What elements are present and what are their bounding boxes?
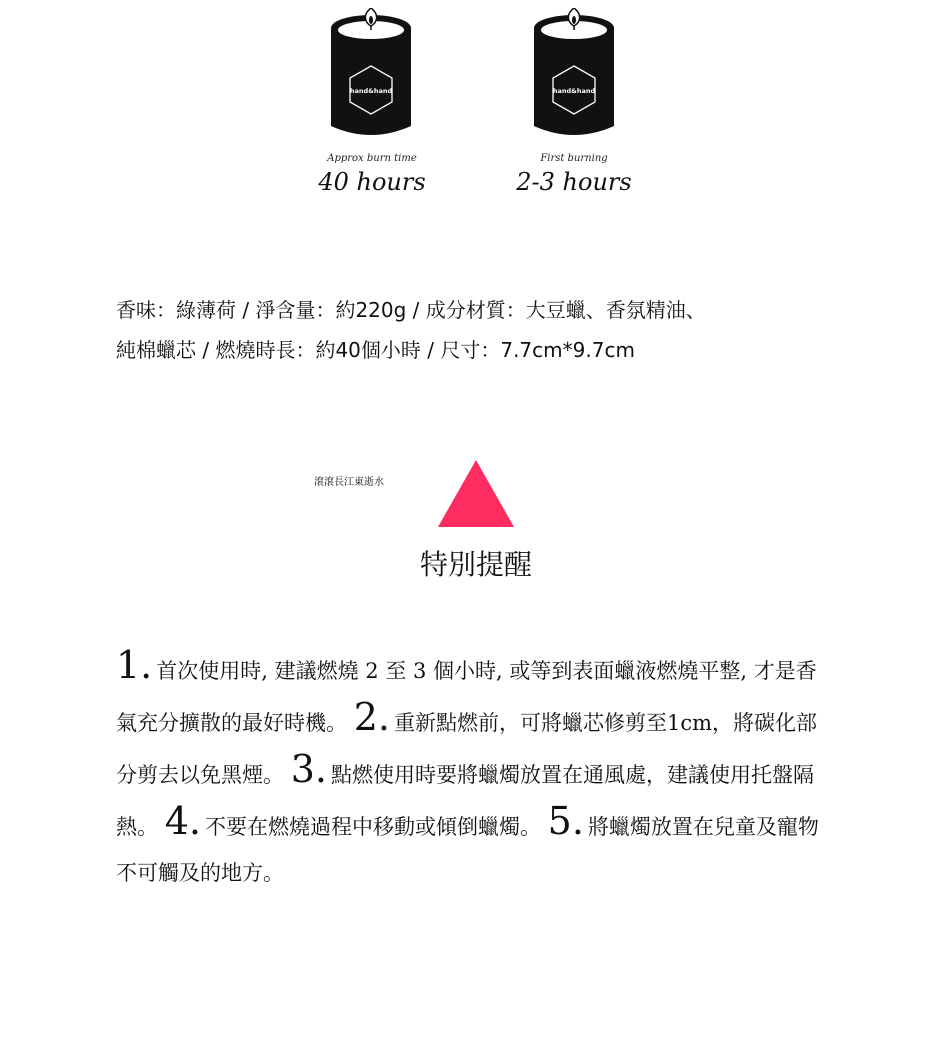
tip-text: 不要在燃燒過程中移動或傾倒蠟燭。 xyxy=(204,815,541,839)
candle-illustration xyxy=(532,8,616,140)
burn-time-stat xyxy=(292,152,452,196)
tip-text: 點燃使用時要將蠟燭放置在通風處，建議使用托盤隔熱。 xyxy=(116,763,814,839)
tip-number: 3. xyxy=(290,747,327,791)
specs-line: 純棉蠟芯 / 燃燒時長：約40個小時 / 尺寸：7.7cm*9.7cm xyxy=(116,338,635,362)
first-burning-stat xyxy=(494,152,654,196)
notice-title: 特別提醒 xyxy=(419,548,532,581)
stat-label: First burning xyxy=(540,153,608,164)
specs-line: 香味：綠薄荷 / 淨含量：約220g / 成分材質：大豆蠟、香氛精油、 xyxy=(116,298,706,322)
tip-text: 首次使用時, 建議燃燒 2 至 3 個小時, 或等到表面蠟液燃燒平整, 才是香氣充分擴散的最好時機。 xyxy=(116,659,817,735)
caption-text: 滾滾長江東逝水 xyxy=(314,477,384,488)
tip-text: 重新點燃前，可將蠟芯修剪至1cm，將碳化部分剪去以免黑煙。 xyxy=(116,711,817,787)
candle-jar-icon xyxy=(329,8,413,140)
stat-value: 40 hours xyxy=(318,168,426,196)
candle-logo: hand&hand xyxy=(552,87,596,95)
candle-logo: hand&hand xyxy=(349,87,393,95)
tip-number: 5. xyxy=(547,799,584,843)
tip-text: 將蠟燭放置在兒童及寵物不可觸及的地方。 xyxy=(116,815,819,885)
tip-number: 2. xyxy=(353,695,390,739)
tip-number: 4. xyxy=(164,799,201,843)
candle-illustration xyxy=(329,8,413,140)
stat-label: Approx burn time xyxy=(327,153,417,164)
tip-number: 1. xyxy=(116,643,153,687)
warning-triangle-icon xyxy=(438,460,514,527)
candle-jar-icon xyxy=(532,8,616,140)
product-specs xyxy=(116,290,856,370)
notice-body xyxy=(116,642,836,896)
stat-value: 2-3 hours xyxy=(516,168,632,196)
